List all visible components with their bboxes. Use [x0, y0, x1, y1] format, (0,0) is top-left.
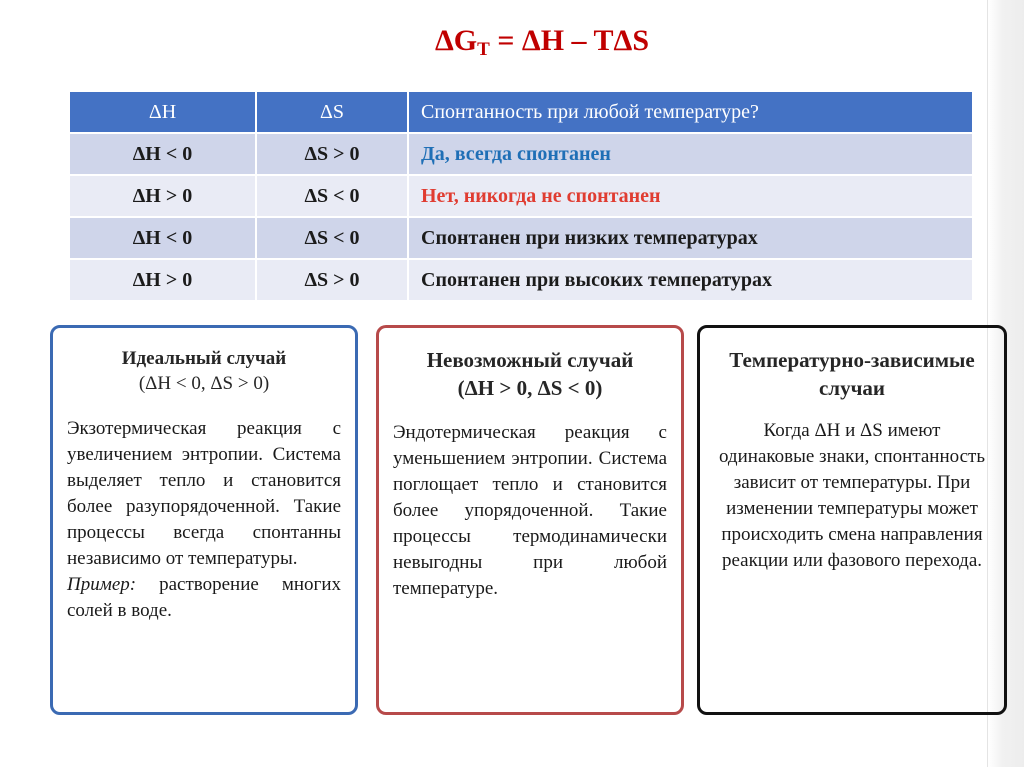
table-row [69, 217, 973, 259]
cell-ds: ΔS > 0 [256, 133, 408, 175]
cell-dh: ΔH < 0 [69, 133, 256, 175]
cell-spontaneity: Спонтанен при низких температурах [408, 217, 973, 259]
cell-spontaneity: Спонтанен при высоких температурах [408, 259, 973, 301]
table-row [69, 259, 973, 301]
impossible-case-condition: (ΔH > 0, ΔS < 0) [457, 376, 603, 400]
formula-part1: ΔG [434, 24, 478, 57]
temperature-dependent-title: Температурно-зависимые случаи [729, 348, 975, 400]
impossible-case-box [376, 325, 684, 715]
ideal-case-title [67, 346, 341, 396]
temperature-dependent-body: Когда ΔH и ΔS имеют одинаковые знаки, спонтанность зависит от температуры. При изменении температуры может происходить смена направления реакции или фазового перехода. [718, 420, 986, 571]
ideal-case-box [50, 325, 358, 715]
ideal-case-text [67, 416, 341, 624]
cell-dh: ΔH > 0 [69, 259, 256, 301]
cell-ds: ΔS < 0 [256, 175, 408, 217]
header-ds: ΔS [256, 91, 408, 133]
impossible-case-title [393, 346, 667, 402]
impossible-case-body: Эндотермическая реакция с уменьшением энтропии. Система поглощает тепло и становится более упорядоченной. Такие процессы термодинамически невыгодны при любой температуре. [393, 422, 667, 599]
temperature-dependent-box [697, 325, 1007, 715]
cell-dh: ΔH > 0 [69, 175, 256, 217]
formula-part2: = ΔH – TΔS [489, 24, 650, 57]
ideal-case-heading: Идеальный случай [121, 348, 287, 369]
ideal-case-condition: (ΔH < 0, ΔS > 0) [138, 373, 270, 394]
cell-ds: ΔS > 0 [256, 259, 408, 301]
impossible-case-heading: Невозможный случай [426, 348, 634, 372]
formula-subscript: T [477, 39, 490, 60]
cell-spontaneity: Да, всегда спонтанен [408, 133, 973, 175]
table-row [69, 175, 973, 217]
table-row [69, 133, 973, 175]
header-spontaneity: Спонтанность при любой температуре? [408, 91, 973, 133]
table-header-row [69, 91, 973, 133]
example-text: растворение многих солей в воде. [67, 574, 341, 621]
gibbs-formula [0, 24, 1024, 61]
spontaneity-table [68, 90, 974, 302]
header-dh: ΔH [69, 91, 256, 133]
ideal-case-body: Экзотермическая реакция с увеличением энтропии. Система выделяет тепло и становится более разупорядоченной. Такие процессы всегда спонтанны независимо от температуры. [67, 418, 341, 569]
cell-ds: ΔS < 0 [256, 217, 408, 259]
cell-spontaneity: Нет, никогда не спонтанен [408, 175, 973, 217]
cell-dh: ΔH < 0 [69, 217, 256, 259]
example-label: Пример: [67, 574, 137, 595]
